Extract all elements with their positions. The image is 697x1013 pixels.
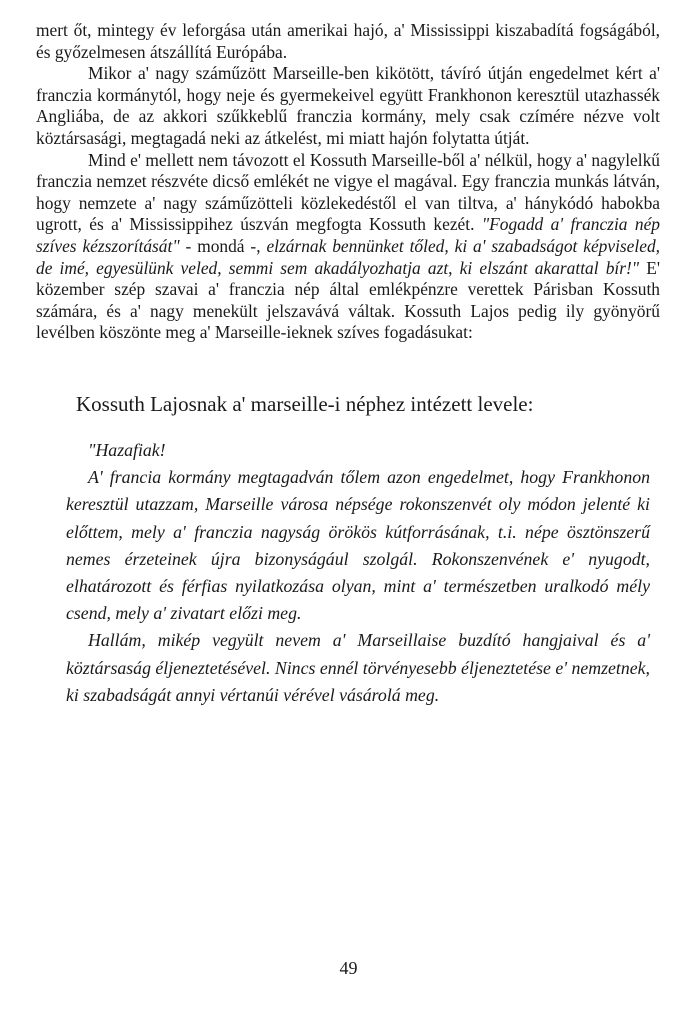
page-text xyxy=(36,20,660,709)
page-number: 49 xyxy=(339,958,358,978)
letter-body xyxy=(36,437,660,709)
letter-salutation: "Hazafiak! xyxy=(88,439,166,460)
letter-paragraph-1: A' francia kormány megtagadván tőlem azon engedelmet, hogy Frankhonon keresztül utazzam, Marseille városa népsége rokonszenvét oly módon jelenté ki előttem, mely a' franczia nagyság örökös kútforrásának, t.i. népe ösztönszerű nemes érzeteinek újra bizonyságául szolgál. Rokonszenvének e' nyugodt, elhatározott és férfias nyilatkozása olyan, mint a' természetben uralkodó mély csend, mely a' zivatart előzi meg. xyxy=(66,467,650,624)
letter-heading: Kossuth Lajosnak a' marseille-i néphez intézett levele: xyxy=(76,391,534,416)
paragraph-2: Mikor a' nagy száműzött Marseille-ben kikötött, távíró útján engedelmet kért a' franczia kormánytól, hogy neje és gyermekeivel együtt Frankhonon keresztül utazhassék Angliába, de az akkori szűkkeblű franczia kormány, mely csak czímére nézve volt köztársasági, megtagadá neki az átkelést, mi miatt hajón folytatta útját. xyxy=(36,63,660,148)
paragraph-1: mert őt, mintegy év leforgása után amerikai hajó, a' Mississippi kiszabadítá fogságából, és győzelmesen átszállítá Európába. xyxy=(36,20,660,62)
paragraph-3 xyxy=(36,150,660,344)
paragraph-3-end: E' közember szép szavai a' franczia nép által emlékpénzre verettek Párisban Kossuth számára, és a' nagy menekült jelszavává váltak. Kossuth Lajos pedig ily gyönyörű levélben köszönte meg a' Marseille-ieknek szíves fogadásukat: xyxy=(36,257,660,343)
paragraph-3-mid: - mondá -, xyxy=(179,235,267,256)
paragraph-3-start: Mind e' mellett nem távozott el Kossuth Marseille-ből a' nélkül, hogy a' nagylelkű franczia nemzet részvéte dicső emlékét ne vigye el magával. Egy franczia munkás látván, hogy nemzete a' nagy száműzötteli közlekedéstől el van tiltva, a' hánykódó habokba ugrott, és a' Mississippihez úszván megfogta Kossuth kezét. xyxy=(36,149,660,235)
paragraph-3-quote-2: elzárnak bennünket tőled, ki a' szabadságot képviseled, de imé, egyesülünk veled, semmi sem akadályozhatja azt, ki elszánt akarattal bír!" xyxy=(36,235,660,278)
letter-paragraph-2: Hallám, mikép vegyült nevem a' Marseillaise buzdító hangjaival és a' köztársaság éljeneztetésével. Nincs ennél törvényesebb éljeneztetése e' nemzetnek, ki szabadságát annyi vértanúi vérével vásárolá meg. xyxy=(66,630,650,705)
paragraph-3-quote-1: "Fogadd a' franczia nép szíves kézszorítását" xyxy=(36,214,660,256)
